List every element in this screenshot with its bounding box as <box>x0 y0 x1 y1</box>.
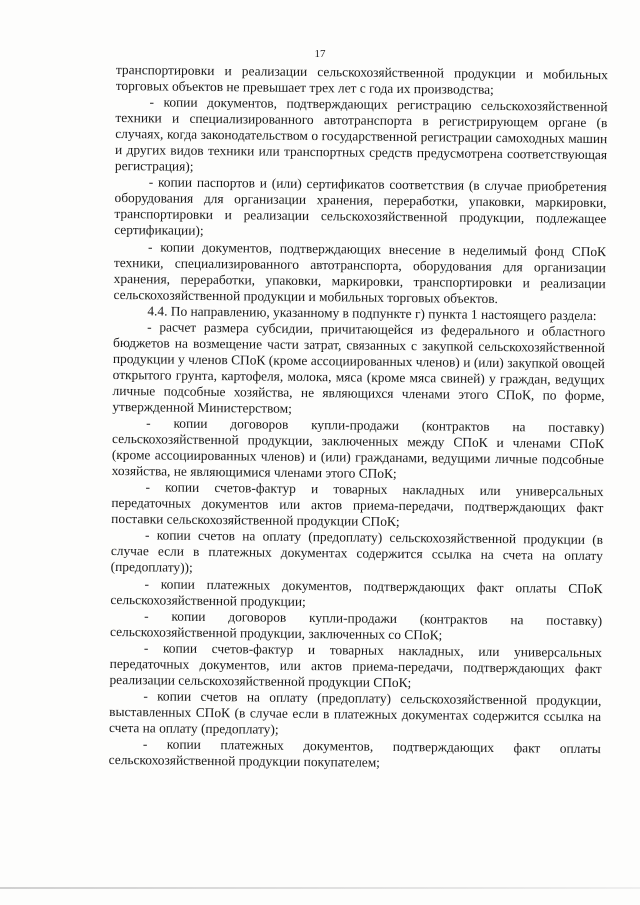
list-item: - расчет размера субсидии, причитающейся из федерального и областного бюджетов на возмещение части затрат, связанных с закупкой сельскохозяйственной продукции у членов СПоК (кроме ассоциированных членов) и (или) закупкой овощей открытого грунта, картофеля, молока, мяса (кроме мяса свиней) у граждан, ведущих личные подсобные хозяйства, не являющихся членами этого СПоК, по форме, утвержденной Министерством; <box>112 319 606 416</box>
list-item: - копии договоров купли-продажи (контрактов на поставку) сельскохозяйственной продукции, заключенных со СПоК; <box>109 607 603 643</box>
list-item: - копии платежных документов, подтверждающих факт оплаты СПоК сельскохозяйственной продукции; <box>110 575 603 609</box>
list-item: - копии документов, подтверждающих внесение в неделимый фонд СПоК техники, специализированного автотранспорта, оборудования для организации хранения, переработки, упаковки, маркировки, транспортировки и реализации сельскохозяйственной продукции и мобильных торговых объектов. <box>113 238 607 306</box>
list-item: - копии документов, подтверждающих регистрацию сельскохозяйственной техники и специализированного автотранспорта в регистрирующем органе (в случаях, когда законодательством о государственной регистрации самоходных машин и других видов техники или транспортных средств предусмотрена соответствующая регистрация); <box>114 94 608 175</box>
paragraph: транспортировки и реализации сельскохозяйственной продукции и мобильных торговых объектов не превышает трех лет с года их производства; <box>115 62 608 98</box>
list-item: - копии платежных документов, подтверждающих факт оплаты сельскохозяйственной продукции покупателем; <box>108 736 601 770</box>
list-item: - копии счетов-фактур и товарных накладных, или универсальных передаточных документов, или актов приема-передачи, подтверждающих факт реализации сельскохозяйственной продукции СПоК; <box>109 640 602 690</box>
section-paragraph: 4.4. По направлению, указанному в подпункте г) пункта 1 настоящего раздела: <box>147 303 597 323</box>
list-item: - копии договоров купли-продажи (контрактов на поставку) сельскохозяйственной продукции, заключенных между СПоК и членами СПоК (кроме ассоциированных членов) и (или) гражданами, ведущими личные подсобные хозяйства, не являющимися членами этого СПоК; <box>111 415 605 482</box>
scan-edge-line <box>0 887 640 889</box>
list-item: - копии счетов на оплату (предоплату) сельскохозяйственной продукции (в случае если в платежных документах содержится ссылка на счета на оплату (предоплату)); <box>110 527 604 576</box>
list-item: - копии паспортов и (или) сертификатов соответствия (в случае приобретения оборудования для организации хранения, переработки, упаковки, маркировки, транспортировки и реализации сельскохозяйственной продукции, подлежащее сертификации); <box>114 174 607 239</box>
document-body <box>109 62 608 773</box>
page-number: 17 <box>314 48 326 60</box>
list-item: - копии счетов-фактур и товарных накладных или универсальных передаточных документов или актов приема-передачи, подтверждающих факт поставки сельскохозяйственной продукции СПоК; <box>111 479 604 530</box>
list-item: - копии счетов на оплату (предоплату) сельскохозяйственной продукции, выставленных СПоК (в случае если в платежных документах содержится ссылка на счета на оплату (предоплату); <box>108 688 602 737</box>
